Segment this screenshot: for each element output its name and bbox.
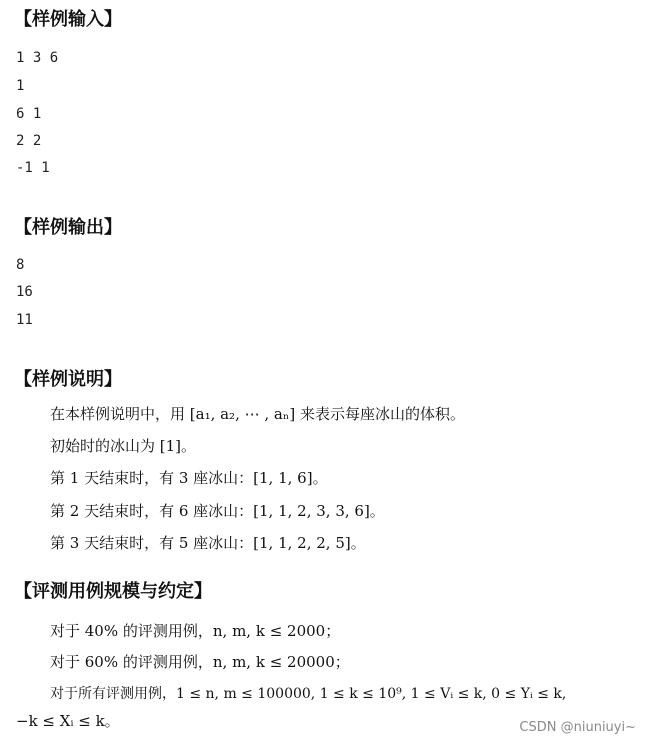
constraint-line: 对于 40% 的评测用例，n, m, k ≤ 2000；	[50, 622, 341, 640]
sample-input-title: 【样例输入】	[14, 9, 122, 30]
sample-input-line: -1 1	[16, 160, 50, 176]
constraints-title: 【评测用例规模与约定】	[14, 581, 212, 602]
constraint-line-continued: −k ≤ Xᵢ ≤ k。	[16, 712, 120, 730]
sample-input-line: 1	[16, 78, 25, 94]
sample-input-line: 2 2	[16, 133, 42, 149]
explanation-line: 第 1 天结束时，有 3 座冰山：[1, 1, 6]。	[50, 469, 328, 487]
explanation-line: 初始时的冰山为 [1]。	[50, 437, 197, 455]
sample-input-line: 1 3 6	[16, 50, 59, 66]
constraint-line: 对于所有评测用例，1 ≤ n, m ≤ 100000, 1 ≤ k ≤ 10⁹, 1 ≤ Vᵢ ≤ k, 0 ≤ Yᵢ ≤ k,	[50, 686, 567, 702]
explanation-line: 在本样例说明中，用 [a₁, a₂, ⋯ , aₙ] 来表示每座冰山的体积。	[50, 405, 465, 423]
explanation-line: 第 2 天结束时，有 6 座冰山：[1, 1, 2, 3, 3, 6]。	[50, 502, 385, 520]
sample-explanation-title: 【样例说明】	[14, 369, 122, 390]
explanation-line: 第 3 天结束时，有 5 座冰山：[1, 1, 2, 2, 5]。	[50, 534, 366, 552]
sample-output-line: 11	[16, 312, 33, 328]
sample-output-title: 【样例输出】	[14, 217, 122, 238]
sample-output-line: 8	[16, 257, 25, 273]
csdn-watermark: CSDN @niuniuyi~	[519, 720, 636, 735]
constraint-line: 对于 60% 的评测用例，n, m, k ≤ 20000；	[50, 653, 350, 671]
sample-output-line: 16	[16, 284, 33, 300]
sample-input-line: 6 1	[16, 106, 42, 122]
